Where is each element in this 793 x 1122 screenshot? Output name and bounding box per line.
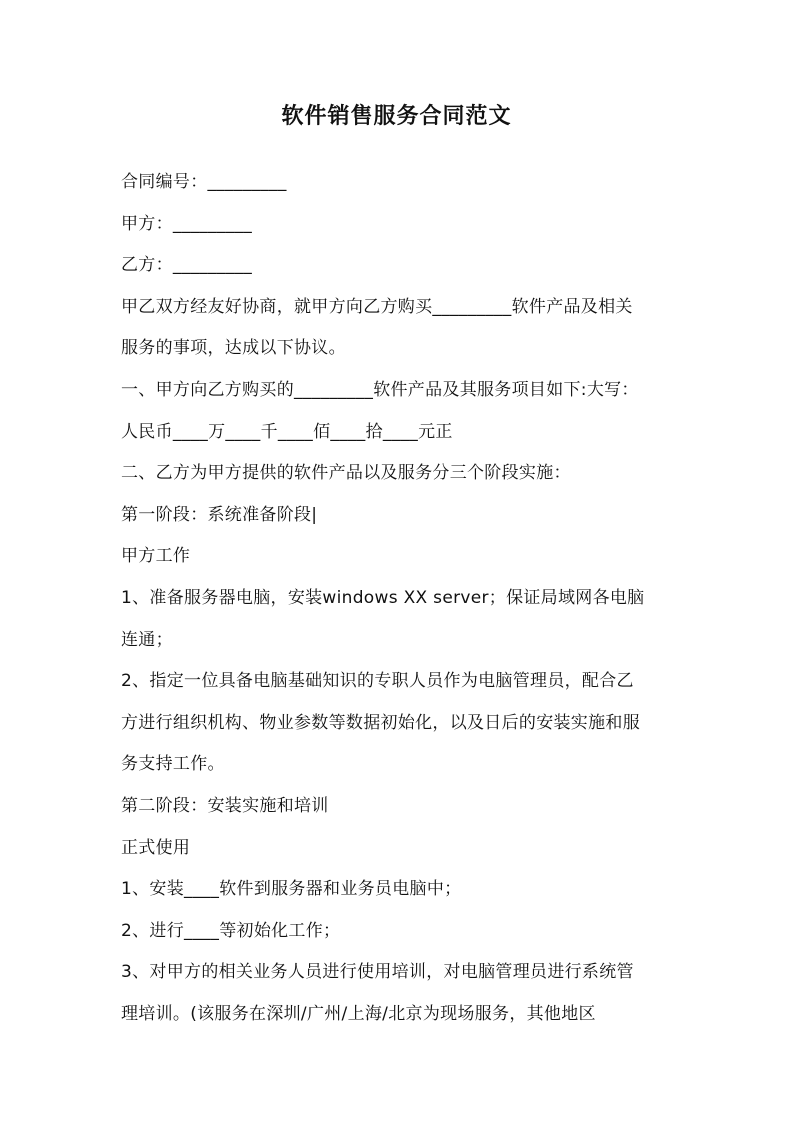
contract-number-line: 合同编号：_________ bbox=[121, 172, 287, 192]
paragraph-line: 方进行组织机构、物业参数等数据初始化，以及日后的安装实施和服 bbox=[121, 712, 640, 733]
paragraph-line: 理培训。(该服务在深圳/广州/上海/北京为现场服务，其他地区 bbox=[121, 1003, 596, 1024]
subsection-heading: 正式使用 bbox=[121, 837, 191, 858]
document-body bbox=[121, 162, 681, 1035]
paragraph-line: 连通； bbox=[121, 629, 173, 650]
paragraph-line: 1、准备服务器电脑，安装windows XX server；保证局域网各电脑 bbox=[121, 587, 645, 608]
paragraph-line: 务支持工作。 bbox=[121, 754, 225, 775]
section-heading: 第二阶段：安装实施和培训 bbox=[121, 795, 329, 816]
document-title: 软件销售服务合同范文 bbox=[281, 104, 512, 129]
paragraph-line: 2、进行____等初始化工作； bbox=[121, 920, 341, 941]
party-a-line: 甲方：_________ bbox=[121, 213, 253, 234]
paragraph-line: 人民币____万____千____佰____拾____元正 bbox=[121, 421, 453, 442]
paragraph-line: 服务的事项，达成以下协议。 bbox=[121, 338, 346, 359]
subsection-heading: 甲方工作 bbox=[121, 546, 191, 567]
paragraph-line: 1、安装____软件到服务器和业务员电脑中； bbox=[121, 879, 462, 900]
paragraph-line: 一、甲方向乙方购买的_________软件产品及其服务项目如下:大写： bbox=[121, 379, 639, 400]
paragraph-line: 3、对甲方的相关业务人员进行使用培训，对电脑管理员进行系统管 bbox=[121, 962, 634, 983]
paragraph-line: 2、指定一位具备电脑基础知识的专职人员作为电脑管理员，配合乙 bbox=[121, 671, 634, 692]
section-heading: 第一阶段：系统准备阶段| bbox=[121, 504, 318, 525]
paragraph-line: 甲乙双方经友好协商，就甲方向乙方购买_________软件产品及相关 bbox=[121, 296, 633, 317]
party-b-line: 乙方：_________ bbox=[121, 255, 253, 276]
paragraph-line: 二、乙方为甲方提供的软件产品以及服务分三个阶段实施： bbox=[121, 463, 571, 484]
